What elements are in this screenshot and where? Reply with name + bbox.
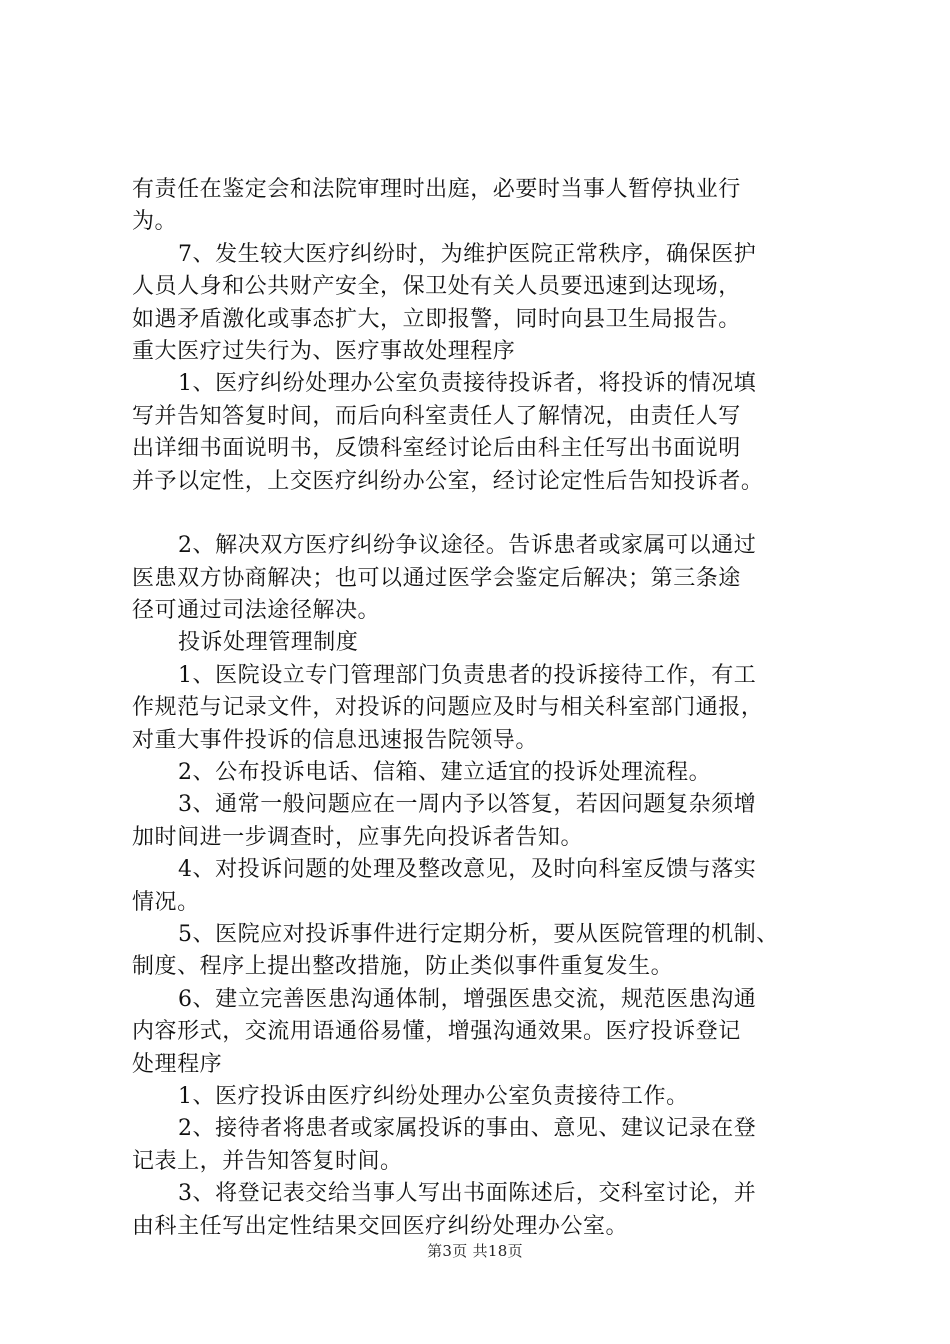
paragraph-start: 5、医院应对投诉事件进行定期分析，要从医院管理的机制、 (178, 921, 779, 947)
paragraph-start: 2、公布投诉电话、信箱、建立适宜的投诉处理流程。 (178, 760, 712, 786)
paragraph-start: 2、解决双方医疗纠纷争议途径。告诉患者或家属可以通过 (178, 533, 757, 559)
text-line: 并予以定性，上交医疗纠纷办公室，经讨论定性后告知投诉者。 (132, 468, 764, 494)
paragraph-start: 1、医院设立专门管理部门负责患者的投诉接待工作，有工 (178, 662, 757, 688)
text-line: 写并告知答复时间，而后向科室责任人了解情况，由责任人写 (132, 403, 741, 429)
text-line: 作规范与记录文件，对投诉的问题应及时与相关科室部门通报， (132, 695, 764, 721)
page-number-footer: 第3页 共18页 (427, 1242, 523, 1260)
text-line: 如遇矛盾激化或事态扩大，立即报警，同时向县卫生局报告。 (132, 306, 741, 332)
document-body (132, 174, 832, 1243)
text-line: 加时间进一步调查时，应事先向投诉者告知。 (132, 824, 584, 850)
text-line: 记表上，并告知答复时间。 (132, 1148, 403, 1174)
paragraph-start: 2、接待者将患者或家属投诉的事由、意见、建议记录在登 (178, 1116, 757, 1142)
paragraph-start: 3、通常一般问题应在一周内予以答复，若因问题复杂须增 (178, 792, 757, 818)
text-line: 医患双方协商解决；也可以通过医学会鉴定后解决；第三条途 (132, 565, 741, 591)
text-line: 内容形式，交流用语通俗易懂，增强沟通效果。医疗投诉登记 (132, 1019, 741, 1045)
paragraph-start: 3、将登记表交给当事人写出书面陈述后，交科室讨论，并 (178, 1181, 757, 1207)
text-line: 处理程序 (132, 1051, 223, 1077)
text-line: 制度、程序上提出整改措施，防止类似事件重复发生。 (132, 954, 674, 980)
blank-line (132, 498, 832, 530)
paragraph-start: 4、对投诉问题的处理及整改意见，及时向科室反馈与落实 (178, 857, 757, 883)
text-line: 出详细书面说明书，反馈科室经讨论后由科主任写出书面说明 (132, 436, 741, 462)
section-heading: 投诉处理管理制度 (178, 630, 359, 656)
text-line: 由科主任写出定性结果交回医疗纠纷处理办公室。 (132, 1213, 629, 1239)
text-line: 人员人身和公共财产安全，保卫处有关人员要迅速到达现场， (132, 274, 741, 300)
text-line: 有责任在鉴定会和法院审理时出庭，必要时当事人暂停执业行 (132, 177, 741, 202)
text-line: 对重大事件投诉的信息迅速报告院领导。 (132, 727, 538, 753)
paragraph-start: 1、医疗纠纷处理办公室负责接待投诉者，将投诉的情况填 (178, 371, 757, 397)
text-line: 为。 (132, 209, 178, 235)
paragraph-start: 1、医疗投诉由医疗纠纷处理办公室负责接待工作。 (178, 1083, 689, 1109)
text-line: 情况。 (132, 889, 200, 915)
text-line: 径可通过司法途径解决。 (132, 598, 381, 624)
paragraph-start: 6、建立完善医患沟通体制，增强医患交流，规范医患沟通 (178, 986, 757, 1012)
section-heading: 重大医疗过失行为、医疗事故处理程序 (132, 338, 516, 364)
paragraph-start: 7、发生较大医疗纠纷时，为维护医院正常秩序，确保医护 (178, 241, 757, 267)
